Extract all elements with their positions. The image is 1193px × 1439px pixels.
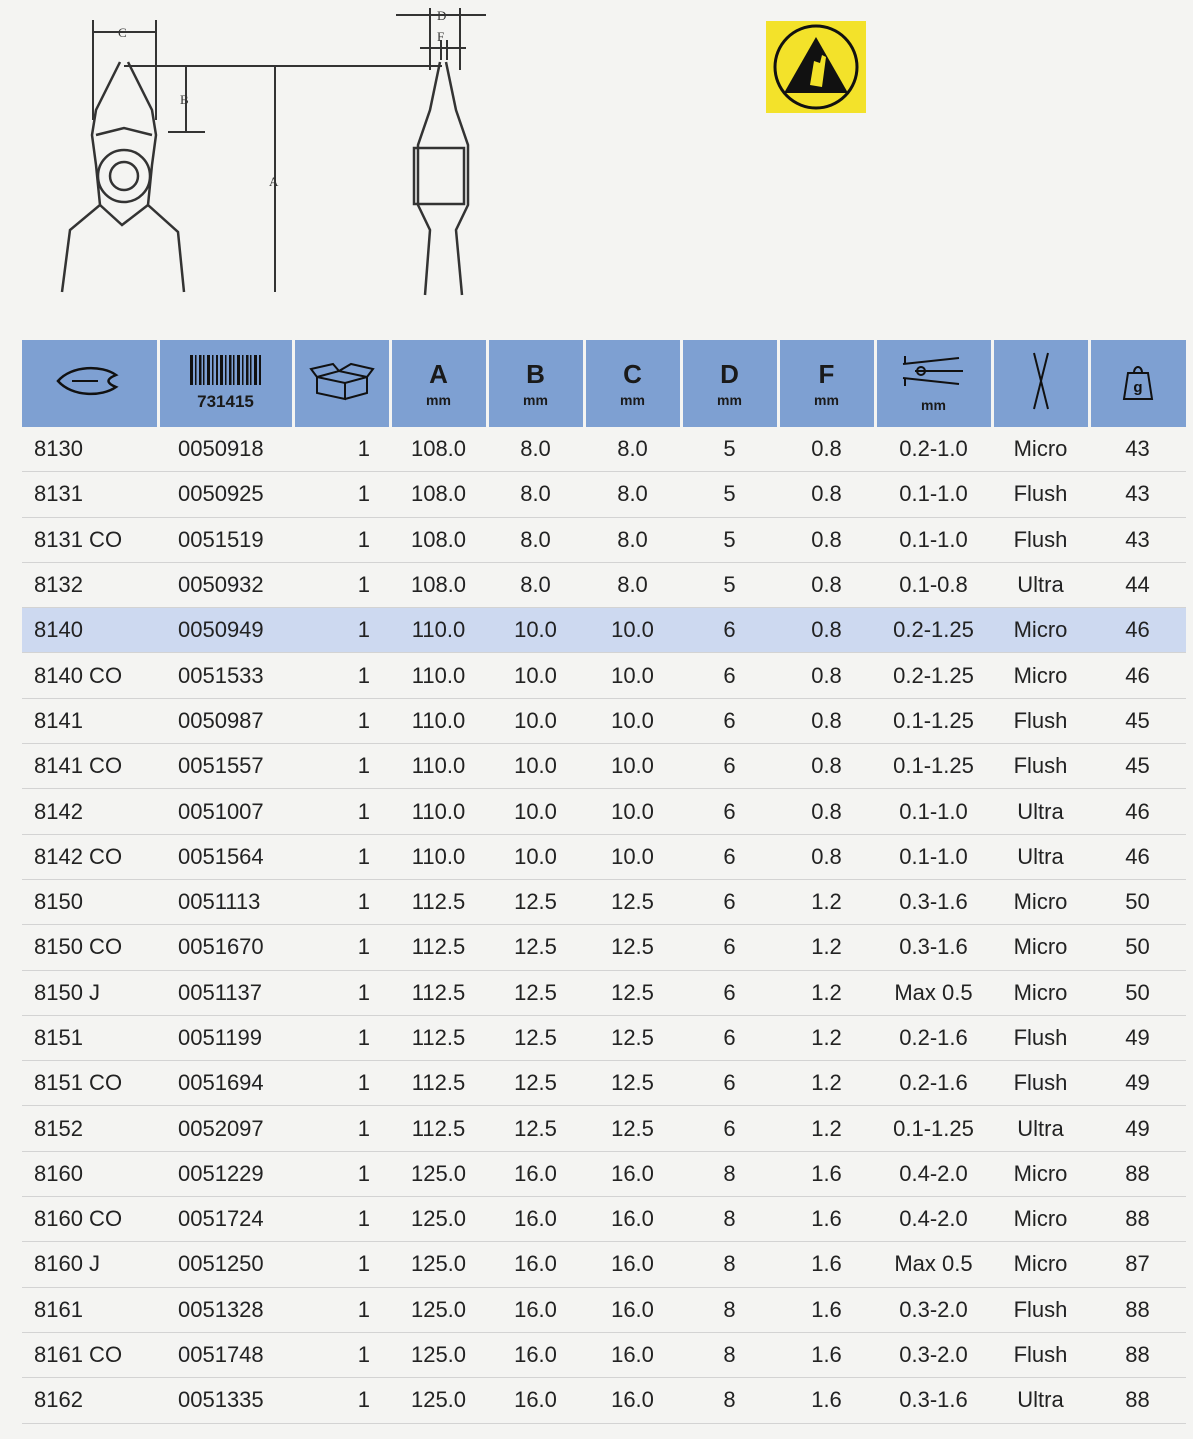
length-a-cell: 112.5 — [390, 1015, 487, 1060]
dim-c-cell: 16.0 — [584, 1287, 681, 1332]
weight-cell: 50 — [1089, 925, 1186, 970]
dimension-label-f: F — [437, 29, 445, 44]
cut-type-cell: Flush — [992, 1287, 1089, 1332]
length-a-cell: 110.0 — [390, 834, 487, 879]
cut-type-cell: Micro — [992, 970, 1089, 1015]
quantity-cell: 1 — [293, 1378, 390, 1423]
article-number-cell: 0051250 — [158, 1242, 293, 1287]
dim-b-cell: 8.0 — [487, 517, 584, 562]
length-a-cell: 108.0 — [390, 517, 487, 562]
article-number-cell: 0051533 — [158, 653, 293, 698]
dim-f-cell: 1.2 — [778, 1015, 875, 1060]
column-header-d: D mm — [681, 340, 778, 427]
model-cell: 8141 CO — [22, 744, 158, 789]
table-row — [22, 789, 1186, 834]
length-a-cell: 125.0 — [390, 1332, 487, 1377]
dim-f-cell: 1.6 — [778, 1378, 875, 1423]
article-number-cell: 0050918 — [158, 427, 293, 472]
table-row — [22, 608, 1186, 653]
cutting-capacity-cell: 0.1-1.25 — [875, 698, 992, 743]
model-cell: 8150 CO — [22, 925, 158, 970]
model-cell: 8140 — [22, 608, 158, 653]
dim-c-cell: 10.0 — [584, 608, 681, 653]
article-number-cell: 0051137 — [158, 970, 293, 1015]
model-cell: 8161 CO — [22, 1332, 158, 1377]
dim-c-cell: 10.0 — [584, 834, 681, 879]
pliers-head-icon — [54, 361, 124, 401]
length-a-cell: 112.5 — [390, 1106, 487, 1151]
dim-f-cell: 0.8 — [778, 653, 875, 698]
dim-b-cell: 16.0 — [487, 1287, 584, 1332]
cut-type-cell: Micro — [992, 427, 1089, 472]
length-a-cell: 108.0 — [390, 427, 487, 472]
length-a-cell: 125.0 — [390, 1242, 487, 1287]
dimension-label-a: A — [269, 174, 279, 189]
model-cell: 8151 CO — [22, 1061, 158, 1106]
cut-type-cell: Micro — [992, 879, 1089, 924]
model-cell: 8132 — [22, 562, 158, 607]
article-number-cell: 0051564 — [158, 834, 293, 879]
cut-type-cell: Flush — [992, 1332, 1089, 1377]
cut-type-column-header — [992, 340, 1089, 427]
cutting-capacity-cell: 0.3-1.6 — [875, 879, 992, 924]
dim-b-cell: 12.5 — [487, 970, 584, 1015]
cut-type-cell: Micro — [992, 925, 1089, 970]
cutting-capacity-cell: 0.3-2.0 — [875, 1332, 992, 1377]
cutting-capacity-cell: 0.3-1.6 — [875, 925, 992, 970]
dim-d-cell: 5 — [681, 517, 778, 562]
cutting-capacity-cell: Max 0.5 — [875, 1242, 992, 1287]
model-cell: 8161 — [22, 1287, 158, 1332]
quantity-cell: 1 — [293, 1015, 390, 1060]
quantity-cell: 1 — [293, 698, 390, 743]
length-a-cell: 108.0 — [390, 562, 487, 607]
cut-type-cell: Ultra — [992, 1106, 1089, 1151]
dim-c-cell: 12.5 — [584, 1015, 681, 1060]
dim-f-cell: 1.2 — [778, 970, 875, 1015]
dim-c-cell: 12.5 — [584, 879, 681, 924]
quantity-cell: 1 — [293, 562, 390, 607]
specification-table — [22, 340, 1186, 1424]
dim-c-cell: 12.5 — [584, 1061, 681, 1106]
model-cell: 8141 — [22, 698, 158, 743]
article-number-cell: 0051670 — [158, 925, 293, 970]
article-number-cell: 0051199 — [158, 1015, 293, 1060]
table-header-row — [22, 340, 1186, 427]
dim-c-cell: 12.5 — [584, 925, 681, 970]
table-row — [22, 1197, 1186, 1242]
cutting-capacity-cell: Max 0.5 — [875, 970, 992, 1015]
dim-b-cell: 10.0 — [487, 789, 584, 834]
cutting-capacity-cell: 0.2-1.6 — [875, 1061, 992, 1106]
cut-type-cell: Ultra — [992, 1378, 1089, 1423]
quantity-cell: 1 — [293, 925, 390, 970]
table-row — [22, 1151, 1186, 1196]
dim-b-cell: 12.5 — [487, 1061, 584, 1106]
table-row — [22, 653, 1186, 698]
dim-f-cell: 0.8 — [778, 744, 875, 789]
quantity-cell: 1 — [293, 472, 390, 517]
quantity-cell: 1 — [293, 1332, 390, 1377]
weight-cell: 43 — [1089, 517, 1186, 562]
article-number-cell: 0051519 — [158, 517, 293, 562]
dim-d-cell: 6 — [681, 789, 778, 834]
cutting-capacity-unit: mm — [921, 397, 946, 413]
column-header-a: A mm — [390, 340, 487, 427]
dim-b-cell: 12.5 — [487, 879, 584, 924]
weight-cell: 49 — [1089, 1015, 1186, 1060]
dim-d-cell: 6 — [681, 698, 778, 743]
weight-icon — [1116, 361, 1160, 401]
weight-cell: 43 — [1089, 427, 1186, 472]
table-row — [22, 970, 1186, 1015]
length-a-cell: 112.5 — [390, 970, 487, 1015]
weight-cell: 46 — [1089, 608, 1186, 653]
length-a-cell: 125.0 — [390, 1151, 487, 1196]
cutting-capacity-cell: 0.1-1.0 — [875, 517, 992, 562]
quantity-cell: 1 — [293, 1151, 390, 1196]
length-a-cell: 110.0 — [390, 789, 487, 834]
dim-b-cell: 10.0 — [487, 653, 584, 698]
cutting-capacity-cell: 0.1-1.0 — [875, 472, 992, 517]
dim-c-cell: 12.5 — [584, 970, 681, 1015]
article-number-cell: 0050925 — [158, 472, 293, 517]
length-a-cell: 110.0 — [390, 744, 487, 789]
weight-cell: 50 — [1089, 879, 1186, 924]
quantity-cell: 1 — [293, 517, 390, 562]
table-row — [22, 698, 1186, 743]
dim-d-cell: 8 — [681, 1378, 778, 1423]
table-row — [22, 1061, 1186, 1106]
model-cell: 8140 CO — [22, 653, 158, 698]
weight-cell: 88 — [1089, 1332, 1186, 1377]
dim-f-cell: 1.2 — [778, 925, 875, 970]
cut-type-cell: Flush — [992, 1061, 1089, 1106]
esd-warning-icon — [766, 21, 866, 113]
model-cell: 8142 — [22, 789, 158, 834]
table-row — [22, 834, 1186, 879]
model-cell: 8150 — [22, 879, 158, 924]
model-cell: 8162 — [22, 1378, 158, 1423]
dim-d-cell: 8 — [681, 1242, 778, 1287]
cutting-capacity-cell: 0.4-2.0 — [875, 1197, 992, 1242]
cutting-capacity-cell: 0.2-1.6 — [875, 1015, 992, 1060]
model-cell: 8130 — [22, 427, 158, 472]
cut-type-cell: Micro — [992, 653, 1089, 698]
dim-b-cell: 8.0 — [487, 472, 584, 517]
article-number-cell: 0052097 — [158, 1106, 293, 1151]
length-a-cell: 112.5 — [390, 879, 487, 924]
cutting-capacity-cell: 0.3-1.6 — [875, 1378, 992, 1423]
dim-f-cell: 1.2 — [778, 1106, 875, 1151]
dim-d-cell: 6 — [681, 834, 778, 879]
length-a-cell: 110.0 — [390, 653, 487, 698]
quantity-cell: 1 — [293, 1197, 390, 1242]
dim-c-cell: 10.0 — [584, 744, 681, 789]
dim-c-cell: 16.0 — [584, 1378, 681, 1423]
table-row — [22, 744, 1186, 789]
quantity-cell: 1 — [293, 879, 390, 924]
dim-b-cell: 10.0 — [487, 834, 584, 879]
dim-f-cell: 0.8 — [778, 608, 875, 653]
cut-type-cell: Micro — [992, 608, 1089, 653]
dim-c-cell: 10.0 — [584, 789, 681, 834]
length-a-cell: 110.0 — [390, 608, 487, 653]
article-number-cell: 0050932 — [158, 562, 293, 607]
quantity-cell: 1 — [293, 1106, 390, 1151]
cutting-capacity-cell: 0.2-1.0 — [875, 427, 992, 472]
dim-c-cell: 8.0 — [584, 517, 681, 562]
dim-c-cell: 8.0 — [584, 427, 681, 472]
weight-cell: 88 — [1089, 1151, 1186, 1196]
dim-d-cell: 5 — [681, 472, 778, 517]
dim-f-cell: 1.2 — [778, 879, 875, 924]
cutting-capacity-cell: 0.1-1.25 — [875, 1106, 992, 1151]
table-row — [22, 562, 1186, 607]
cut-type-cell: Micro — [992, 1242, 1089, 1287]
dim-d-cell: 8 — [681, 1197, 778, 1242]
cutting-capacity-cell: 0.1-1.25 — [875, 744, 992, 789]
weight-cell: 44 — [1089, 562, 1186, 607]
model-column-header — [22, 340, 158, 427]
model-cell: 8151 — [22, 1015, 158, 1060]
article-number-cell: 0050987 — [158, 698, 293, 743]
dim-d-cell: 8 — [681, 1332, 778, 1377]
article-number-cell: 0051724 — [158, 1197, 293, 1242]
technical-drawing — [0, 0, 1193, 340]
length-a-cell: 112.5 — [390, 925, 487, 970]
dimension-label-d: D — [437, 8, 447, 23]
dim-b-cell: 8.0 — [487, 427, 584, 472]
dim-f-cell: 0.8 — [778, 517, 875, 562]
dim-c-cell: 16.0 — [584, 1332, 681, 1377]
table-row — [22, 427, 1186, 472]
cutting-capacity-column-header — [875, 340, 992, 427]
dim-b-cell: 16.0 — [487, 1242, 584, 1287]
dim-d-cell: 6 — [681, 1106, 778, 1151]
dim-d-cell: 6 — [681, 879, 778, 924]
dim-b-cell: 10.0 — [487, 608, 584, 653]
weight-cell: 49 — [1089, 1106, 1186, 1151]
article-number-cell: 0051113 — [158, 879, 293, 924]
length-a-cell: 125.0 — [390, 1197, 487, 1242]
weight-cell: 43 — [1089, 472, 1186, 517]
quantity-cell: 1 — [293, 653, 390, 698]
quantity-cell: 1 — [293, 608, 390, 653]
dim-f-cell: 1.6 — [778, 1287, 875, 1332]
article-number-cell: 0051007 — [158, 789, 293, 834]
box-icon — [309, 361, 375, 401]
column-header-c: C mm — [584, 340, 681, 427]
weight-cell: 45 — [1089, 698, 1186, 743]
cutting-capacity-cell: 0.2-1.25 — [875, 608, 992, 653]
article-number-cell: 0051328 — [158, 1287, 293, 1332]
dim-b-cell: 12.5 — [487, 1106, 584, 1151]
dim-c-cell: 16.0 — [584, 1197, 681, 1242]
cutting-capacity-icon — [899, 354, 969, 388]
model-cell: 8160 J — [22, 1242, 158, 1287]
weight-cell: 46 — [1089, 653, 1186, 698]
cut-type-cell: Flush — [992, 1015, 1089, 1060]
table-row — [22, 925, 1186, 970]
dim-d-cell: 6 — [681, 925, 778, 970]
dim-c-cell: 16.0 — [584, 1151, 681, 1196]
length-a-cell: 112.5 — [390, 1061, 487, 1106]
dim-b-cell: 16.0 — [487, 1378, 584, 1423]
cut-type-cell: Ultra — [992, 834, 1089, 879]
column-header-b: B mm — [487, 340, 584, 427]
quantity-cell: 1 — [293, 970, 390, 1015]
dim-d-cell: 5 — [681, 562, 778, 607]
model-cell: 8131 — [22, 472, 158, 517]
cutting-capacity-cell: 0.3-2.0 — [875, 1287, 992, 1332]
cutting-capacity-cell: 0.4-2.0 — [875, 1151, 992, 1196]
dim-d-cell: 6 — [681, 970, 778, 1015]
weight-cell: 88 — [1089, 1197, 1186, 1242]
dim-f-cell: 1.6 — [778, 1197, 875, 1242]
table-row — [22, 472, 1186, 517]
article-number-cell: 0051557 — [158, 744, 293, 789]
dim-f-cell: 0.8 — [778, 698, 875, 743]
dimension-label-c: C — [118, 25, 127, 40]
package-column-header — [293, 340, 390, 427]
dim-d-cell: 5 — [681, 427, 778, 472]
dim-b-cell: 10.0 — [487, 744, 584, 789]
weight-cell: 46 — [1089, 789, 1186, 834]
quantity-cell: 1 — [293, 1287, 390, 1332]
table-row — [22, 1242, 1186, 1287]
table-body — [22, 427, 1186, 1423]
dim-f-cell: 1.6 — [778, 1242, 875, 1287]
dim-d-cell: 6 — [681, 653, 778, 698]
quantity-cell: 1 — [293, 427, 390, 472]
model-cell: 8150 J — [22, 970, 158, 1015]
cutting-capacity-cell: 0.1-1.0 — [875, 834, 992, 879]
dim-d-cell: 8 — [681, 1287, 778, 1332]
weight-cell: 87 — [1089, 1242, 1186, 1287]
model-cell: 8160 CO — [22, 1197, 158, 1242]
dim-d-cell: 8 — [681, 1151, 778, 1196]
quantity-cell: 1 — [293, 1061, 390, 1106]
table-row — [22, 517, 1186, 562]
dim-b-cell: 12.5 — [487, 925, 584, 970]
cut-type-cell: Micro — [992, 1151, 1089, 1196]
dim-d-cell: 6 — [681, 1061, 778, 1106]
dim-d-cell: 6 — [681, 608, 778, 653]
weight-column-header — [1089, 340, 1186, 427]
dim-f-cell: 0.8 — [778, 427, 875, 472]
quantity-cell: 1 — [293, 744, 390, 789]
dimension-label-b: B — [180, 92, 189, 107]
weight-unit: g — [1133, 379, 1143, 396]
dim-f-cell: 0.8 — [778, 789, 875, 834]
model-cell: 8160 — [22, 1151, 158, 1196]
dim-c-cell: 10.0 — [584, 653, 681, 698]
cut-edge-icon — [1026, 349, 1056, 413]
model-cell: 8152 — [22, 1106, 158, 1151]
article-number-cell: 0051335 — [158, 1378, 293, 1423]
quantity-cell: 1 — [293, 1242, 390, 1287]
table-row — [22, 1287, 1186, 1332]
cutting-capacity-cell: 0.1-1.0 — [875, 789, 992, 834]
dim-f-cell: 1.6 — [778, 1151, 875, 1196]
dim-b-cell: 8.0 — [487, 562, 584, 607]
dim-f-cell: 0.8 — [778, 472, 875, 517]
article-number-cell: 0051694 — [158, 1061, 293, 1106]
table-row — [22, 1015, 1186, 1060]
barcode-column-header — [158, 340, 293, 427]
weight-cell: 88 — [1089, 1287, 1186, 1332]
cut-type-cell: Flush — [992, 517, 1089, 562]
cut-type-cell: Flush — [992, 744, 1089, 789]
article-number-cell: 0050949 — [158, 608, 293, 653]
cut-type-cell: Micro — [992, 1197, 1089, 1242]
dim-f-cell: 0.8 — [778, 562, 875, 607]
table-row — [22, 879, 1186, 924]
weight-cell: 45 — [1089, 744, 1186, 789]
cut-type-cell: Ultra — [992, 789, 1089, 834]
table-row — [22, 1378, 1186, 1423]
dim-c-cell: 16.0 — [584, 1242, 681, 1287]
weight-cell: 49 — [1089, 1061, 1186, 1106]
cut-type-cell: Ultra — [992, 562, 1089, 607]
cutting-capacity-cell: 0.2-1.25 — [875, 653, 992, 698]
dim-b-cell: 12.5 — [487, 1015, 584, 1060]
dim-b-cell: 16.0 — [487, 1151, 584, 1196]
table-row — [22, 1106, 1186, 1151]
dim-f-cell: 0.8 — [778, 834, 875, 879]
article-number-cell: 0051748 — [158, 1332, 293, 1377]
model-cell: 8142 CO — [22, 834, 158, 879]
quantity-cell: 1 — [293, 834, 390, 879]
article-number-cell: 0051229 — [158, 1151, 293, 1196]
dim-b-cell: 10.0 — [487, 698, 584, 743]
dim-d-cell: 6 — [681, 1015, 778, 1060]
dim-c-cell: 8.0 — [584, 472, 681, 517]
cut-type-cell: Flush — [992, 698, 1089, 743]
length-a-cell: 110.0 — [390, 698, 487, 743]
cut-type-cell: Flush — [992, 472, 1089, 517]
dim-f-cell: 1.2 — [778, 1061, 875, 1106]
dim-b-cell: 16.0 — [487, 1197, 584, 1242]
dim-f-cell: 1.6 — [778, 1332, 875, 1377]
barcode-number: 731415 — [197, 392, 254, 411]
barcode-icon — [190, 355, 262, 385]
dim-c-cell: 8.0 — [584, 562, 681, 607]
weight-cell: 88 — [1089, 1378, 1186, 1423]
model-cell: 8131 CO — [22, 517, 158, 562]
dim-c-cell: 10.0 — [584, 698, 681, 743]
dim-d-cell: 6 — [681, 744, 778, 789]
quantity-cell: 1 — [293, 789, 390, 834]
weight-cell: 46 — [1089, 834, 1186, 879]
table-row — [22, 1332, 1186, 1377]
length-a-cell: 108.0 — [390, 472, 487, 517]
column-header-f: F mm — [778, 340, 875, 427]
weight-cell: 50 — [1089, 970, 1186, 1015]
length-a-cell: 125.0 — [390, 1378, 487, 1423]
cutting-capacity-cell: 0.1-0.8 — [875, 562, 992, 607]
length-a-cell: 125.0 — [390, 1287, 487, 1332]
dim-c-cell: 12.5 — [584, 1106, 681, 1151]
dim-b-cell: 16.0 — [487, 1332, 584, 1377]
